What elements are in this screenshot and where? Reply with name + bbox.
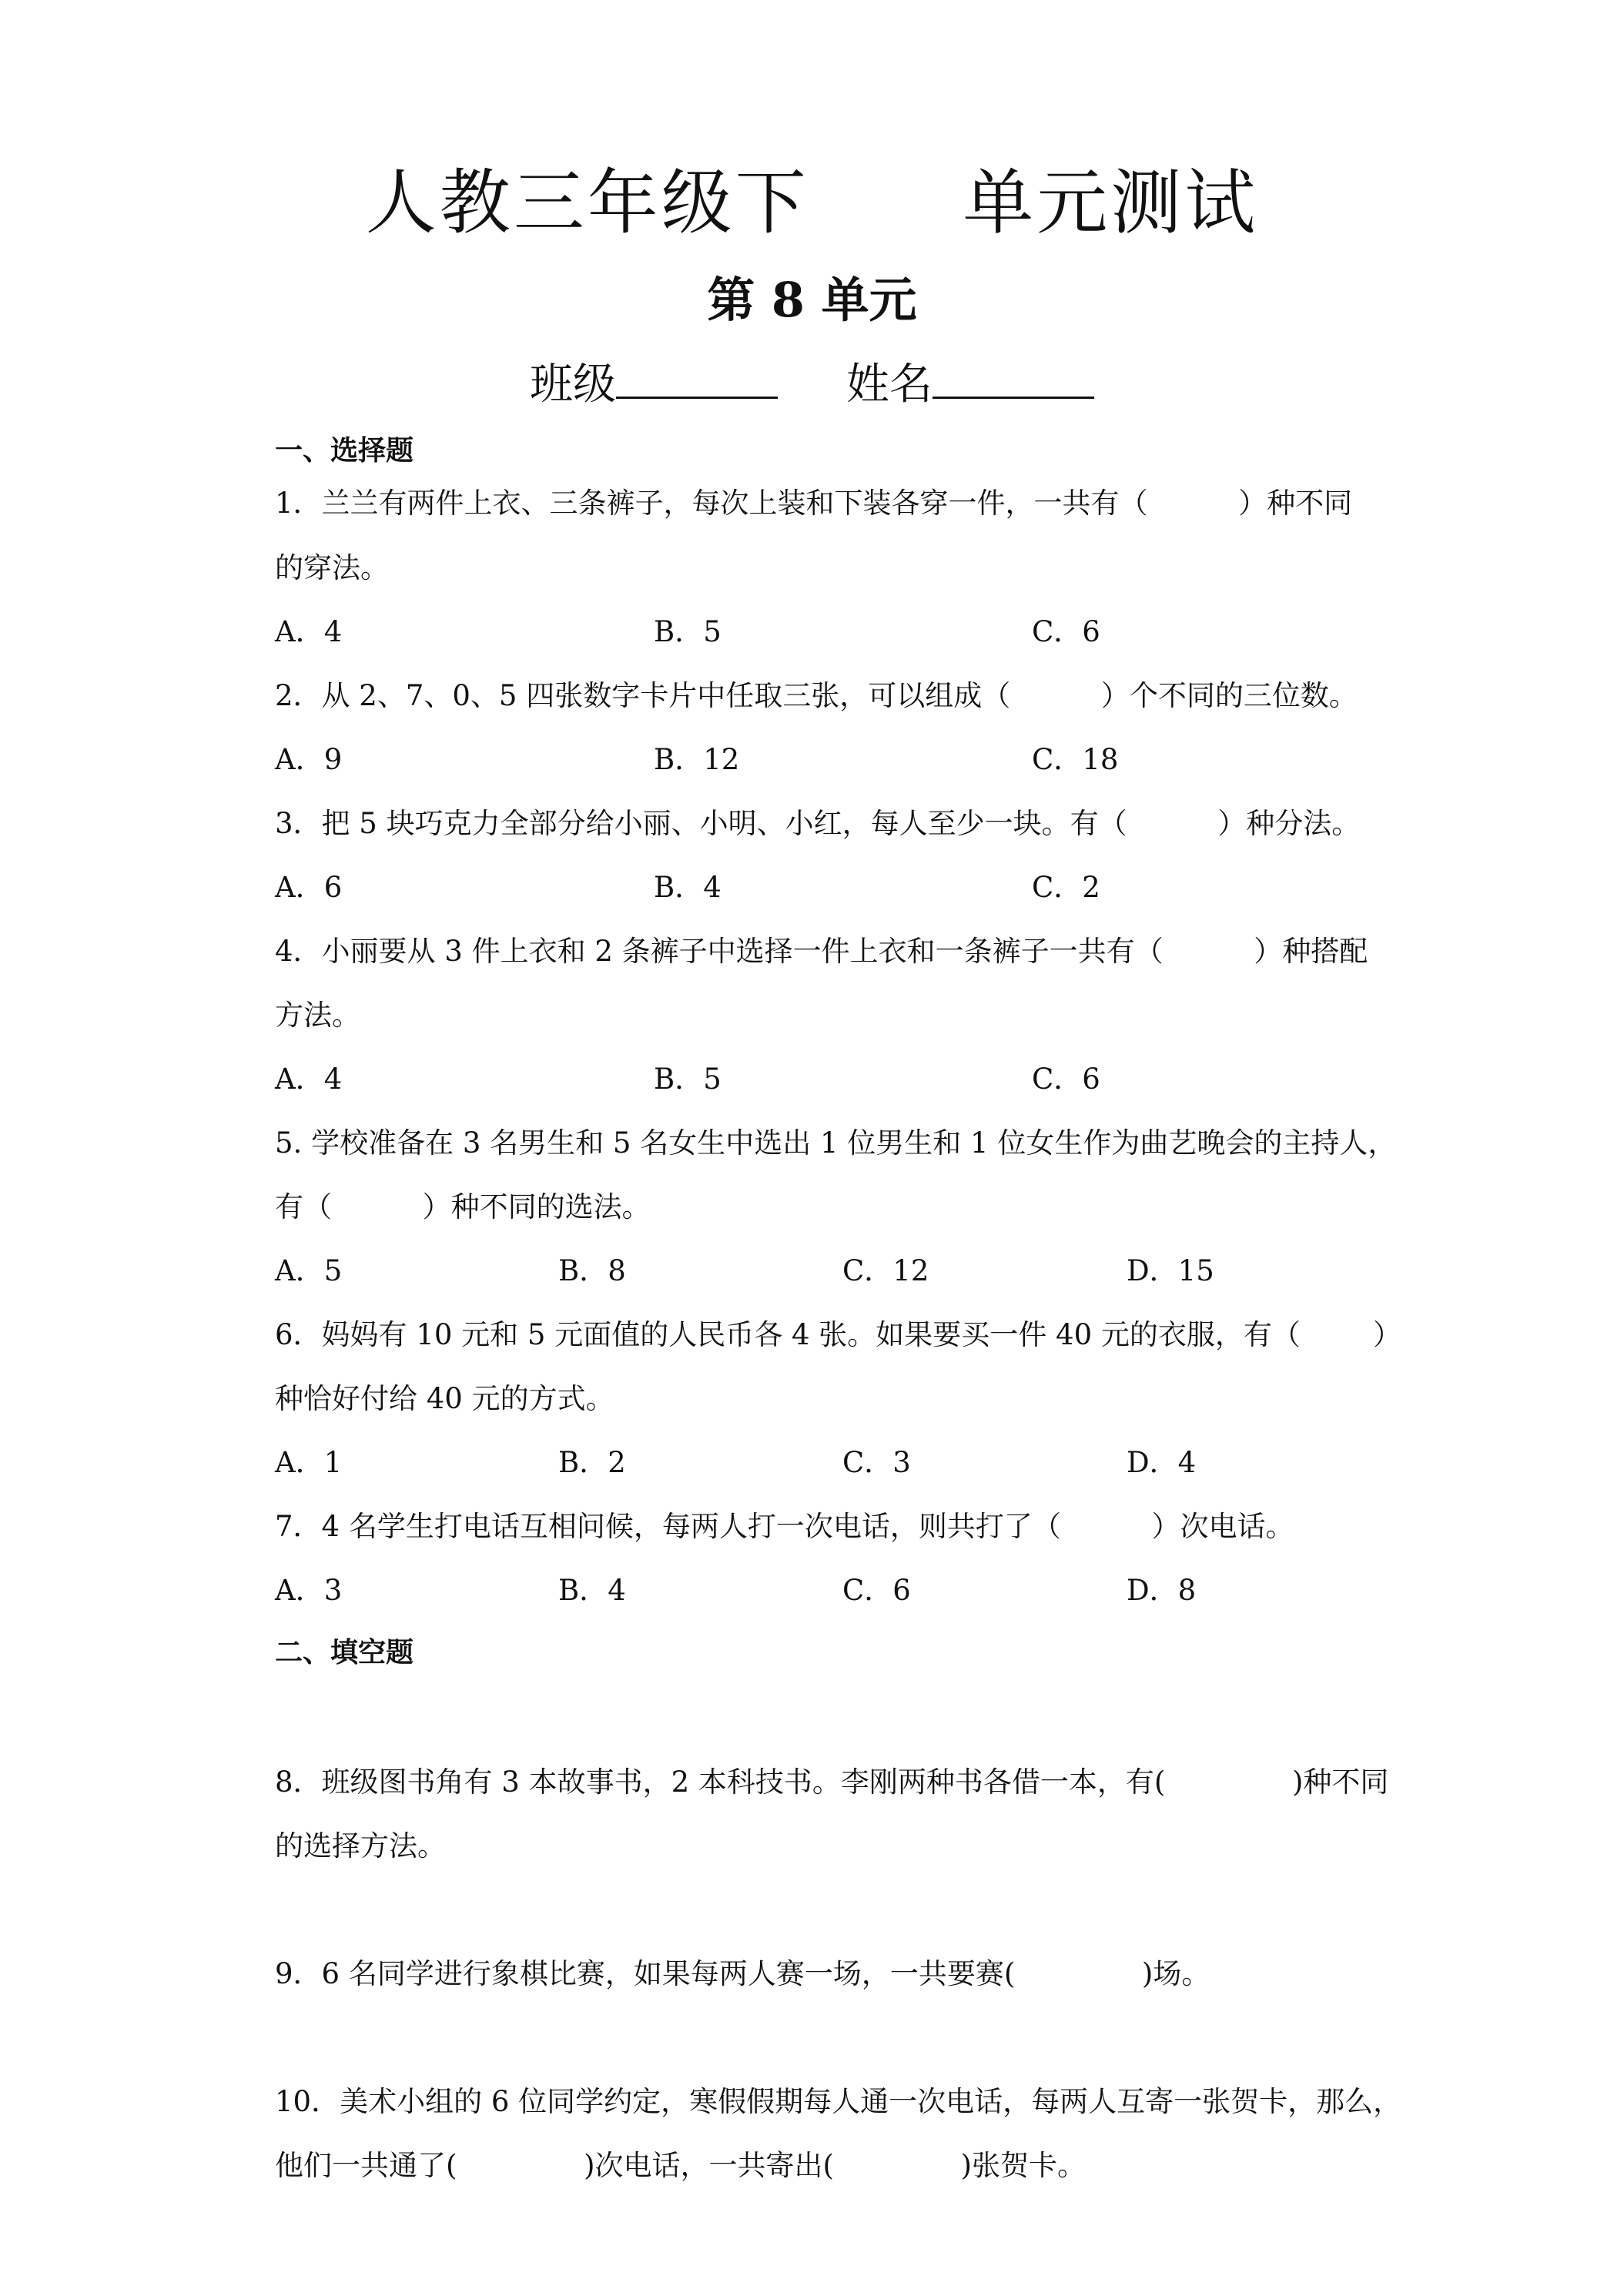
question-4-line-2: 方法。 (275, 999, 360, 1032)
q7-option-a[interactable]: A．3 (275, 1574, 343, 1607)
question-5-line-1: 5. 学校准备在 3 名男生和 5 名女生中选出 1 位男生和 1 位女生作为曲艺晚会的主持人， (275, 1126, 1397, 1160)
q1-option-a[interactable]: A．4 (275, 615, 343, 648)
q6-option-a[interactable]: A．1 (275, 1446, 343, 1479)
q2-option-b[interactable]: B．12 (654, 743, 740, 776)
question-4-line-1: 4．小丽要从 3 件上衣和 2 条裤子中选择一件上衣和一条裤子一共有（ ）种搭配 (275, 935, 1368, 968)
class-name-line (0, 350, 1624, 412)
q3-option-c[interactable]: C．2 (1032, 871, 1100, 904)
q4-option-c[interactable]: C．6 (1032, 1063, 1100, 1096)
q1-option-b[interactable]: B．5 (654, 615, 722, 648)
class-label: 班级 (529, 360, 616, 410)
q5-option-d[interactable]: D．15 (1127, 1254, 1214, 1287)
question-10-line-1: 10．美术小组的 6 位同学约定，寒假假期每人通一次电话，每两人互寄一张贺卡，那么， (275, 2085, 1402, 2118)
q5-option-c[interactable]: C．12 (842, 1254, 929, 1287)
q2-option-a[interactable]: A．9 (275, 743, 343, 776)
q7-option-b[interactable]: B．4 (558, 1574, 626, 1607)
question-1-line-1: 1．兰兰有两件上衣、三条裤子，每次上装和下装各穿一件，一共有（ ）种不同 (275, 487, 1353, 520)
question-3-line-1: 3．把 5 块巧克力全部分给小丽、小明、小红，每人至少一块。有（ ）种分法。 (275, 807, 1361, 840)
q4-option-a[interactable]: A．4 (275, 1063, 343, 1096)
q4-option-b[interactable]: B．5 (654, 1063, 722, 1096)
question-1-line-2: 的穿法。 (275, 551, 389, 584)
question-9-line-1: 9．6 名同学进行象棋比赛，如果每两人赛一场，一共要赛( )场。 (275, 1957, 1210, 1990)
q5-option-b[interactable]: B．8 (558, 1254, 626, 1287)
section-choice-heading: 一、选择题 (275, 435, 414, 467)
question-6-line-2: 种恰好付给 40 元的方式。 (275, 1382, 614, 1415)
question-2-line-1: 2．从 2、7、0、5 四张数字卡片中任取三张，可以组成（ ）个不同的三位数。 (275, 679, 1358, 712)
q3-option-b[interactable]: B．4 (654, 871, 722, 904)
question-6-line-1: 6．妈妈有 10 元和 5 元面值的人民币各 4 张。如果要买一件 40 元的衣服，有（ ） (275, 1318, 1401, 1351)
question-10-line-2: 他们一共通了( )次电话，一共寄出( )张贺卡。 (275, 2149, 1087, 2182)
question-5-line-2: 有（ ）种不同的选法。 (275, 1190, 651, 1223)
q1-option-c[interactable]: C．6 (1032, 615, 1100, 648)
q6-option-b[interactable]: B．2 (558, 1446, 626, 1479)
page-title: 人教三年级下 单元测试 (365, 162, 1259, 244)
question-8-line-2: 的选择方法。 (275, 1829, 446, 1863)
q2-option-c[interactable]: C．18 (1032, 743, 1119, 776)
q3-option-a[interactable]: A．6 (275, 871, 343, 904)
name-blank[interactable] (933, 358, 1094, 399)
unit-heading: 第 8 单元 (707, 272, 917, 328)
question-8-line-1: 8．班级图书角有 3 本故事书，2 本科技书。李刚两种书各借一本，有( )种不同 (275, 1766, 1389, 1799)
q6-option-d[interactable]: D．4 (1127, 1446, 1197, 1479)
name-label: 姓名 (846, 360, 933, 410)
question-7-line-1: 7．4 名学生打电话互相问候，每两人打一次电话，则共打了（ ）次电话。 (275, 1510, 1294, 1543)
q5-option-a[interactable]: A．5 (275, 1254, 343, 1287)
q6-option-c[interactable]: C．3 (842, 1446, 911, 1479)
q7-option-d[interactable]: D．8 (1127, 1574, 1197, 1607)
q7-option-c[interactable]: C．6 (842, 1574, 911, 1607)
class-blank[interactable] (616, 358, 778, 399)
section-fill-heading: 二、填空题 (275, 1637, 414, 1668)
